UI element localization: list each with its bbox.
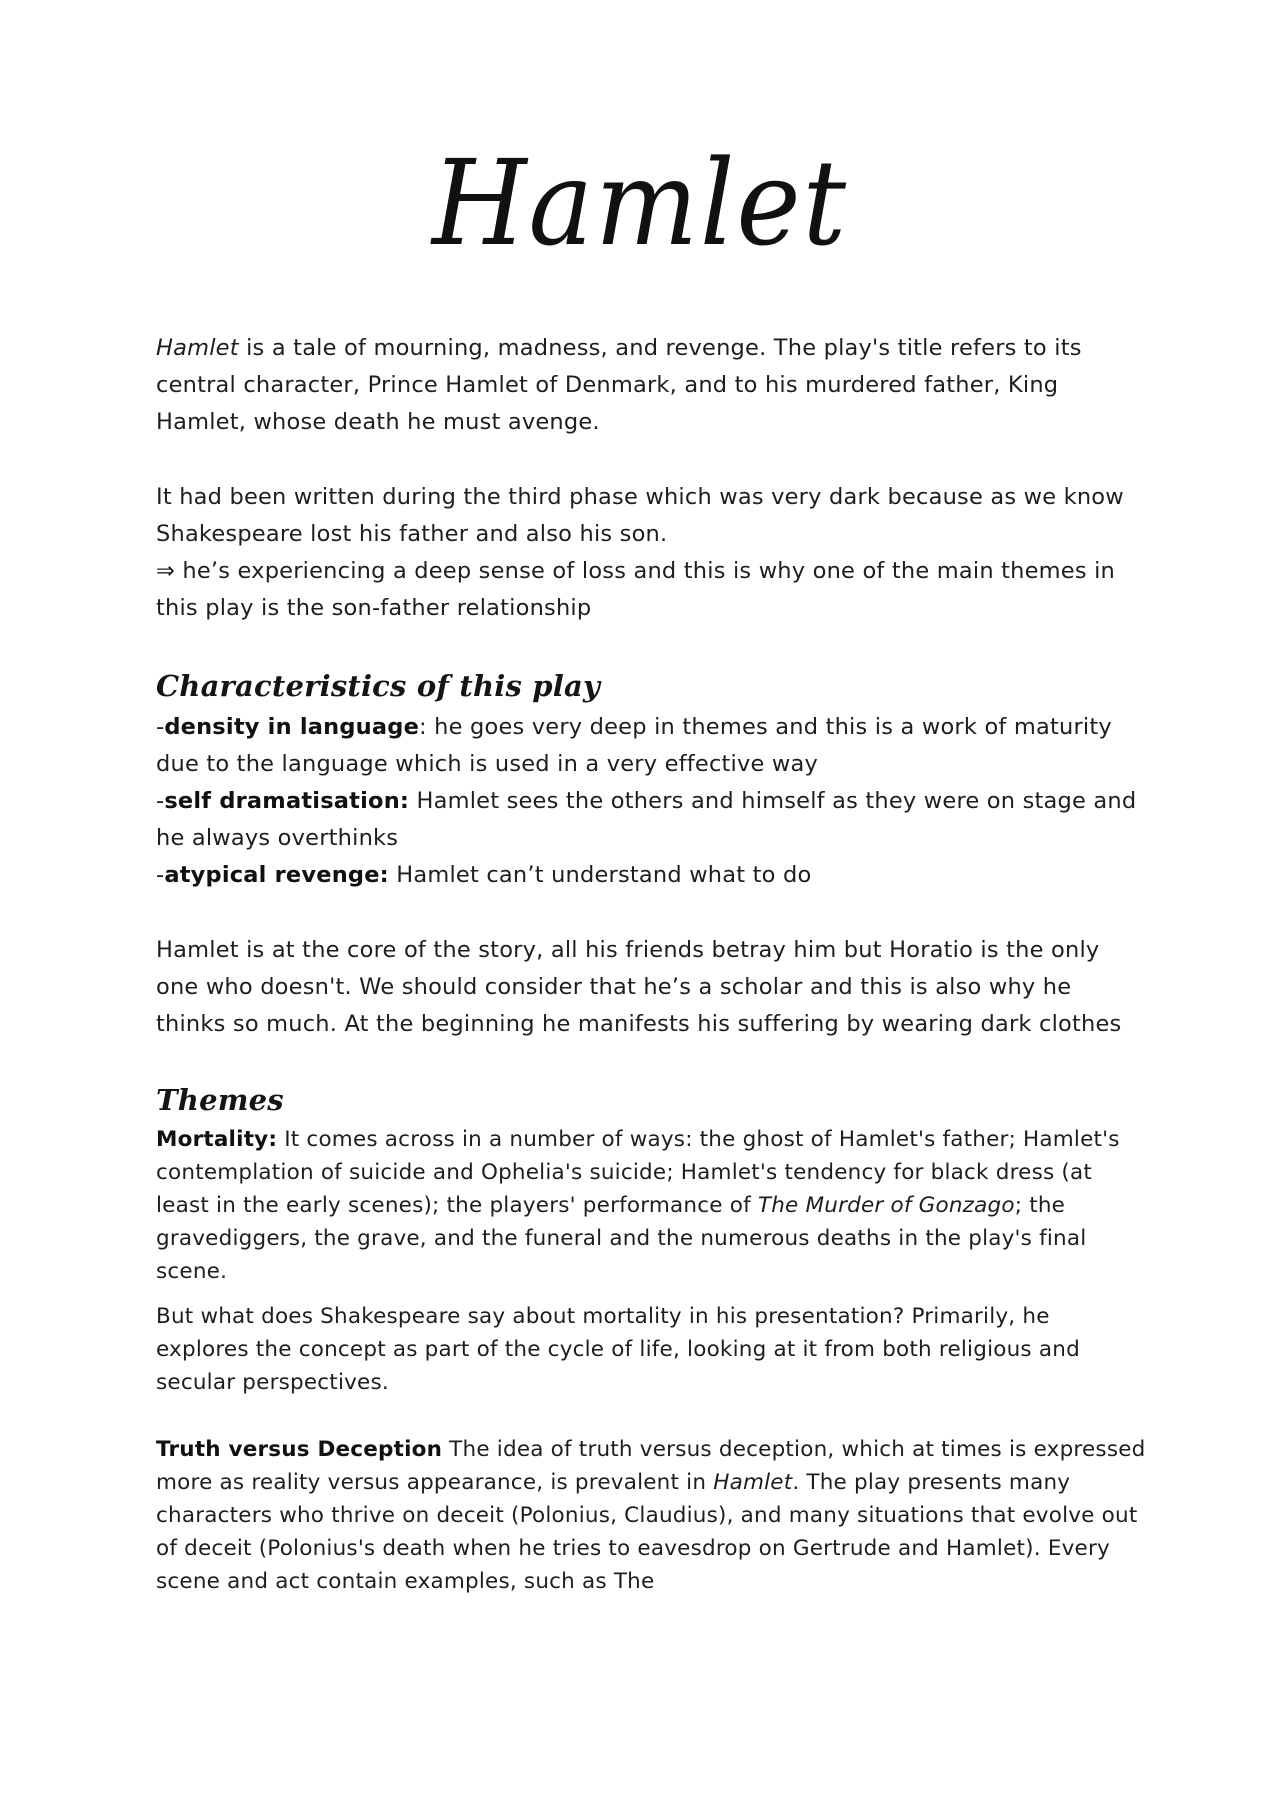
intro-text: is a tale of mourning, madness, and revenge. The play's title refers to its central character, Prince Hamlet of Denmark, and to his murdered father, King Hamlet, whose death he must avenge.	[156, 335, 1082, 435]
context-paragraph: It had been written during the third phase which was very dark because as we know Shakespeare lost his father and also his son.	[156, 484, 1124, 547]
mortality-followup-paragraph: But what does Shakespeare say about mortality in his presentation? Primarily, he explores the concept as part of the cycle of life, looking at it from both religious and secular perspectives.	[156, 1304, 1080, 1395]
characteristic-text: he goes very deep in themes and this is a work of maturity due to the language which is used in a very effective way	[156, 714, 1112, 777]
italic-title: The Murder of Gonzago	[757, 1193, 1015, 1218]
characteristic-item: -density in language: he goes very deep in themes and this is a work of maturity due to the language which is used in a very effective way	[156, 714, 1112, 777]
page-title: Hamlet	[432, 134, 848, 272]
characteristic-label: self dramatisation:	[164, 788, 410, 814]
characteristic-text: Hamlet sees the others and himself as they were on stage and he always overthinks	[156, 788, 1137, 851]
document-body	[156, 330, 1146, 1598]
characteristic-text: Hamlet can’t understand what to do	[388, 862, 812, 888]
italic-title: Hamlet	[713, 1470, 793, 1495]
characteristic-item: -atypical revenge: Hamlet can’t understand what to do	[156, 862, 812, 888]
theme-truth-paragraph: Truth versus Deception The idea of truth versus deception, which at times is expressed more as reality versus appearance, is prevalent in Hamlet. The play presents many characters who thrive on deceit (Polonius, Claudius), and many situations that evolve out of deceit (Polonius's death when he tries to eavesdrop on Gertrude and Hamlet). Every scene and act contain examples, such as The	[156, 1437, 1146, 1594]
characteristic-item: -self dramatisation: Hamlet sees the others and himself as they were on stage and he always overthinks	[156, 788, 1137, 851]
intro-paragraph	[156, 330, 1146, 441]
hamlet-character-paragraph: Hamlet is at the core of the story, all his friends betray him but Horatio is the only one who doesn't. We should consider that he’s a scholar and this is also why he thinks so much. At the beginning he manifests his suffering by wearing dark clothes	[156, 937, 1122, 1037]
characteristic-label: atypical revenge:	[164, 862, 389, 888]
themes-heading: Themes	[156, 1083, 284, 1117]
theme-mortality-paragraph: Mortality: It comes across in a number of ways: the ghost of Hamlet's father; Hamlet's contemplation of suicide and Ophelia's suicide; Hamlet's tendency for black dress (at least in the early scenes); the players' performance of The Murder of Gonzago; the gravediggers, the grave, and the funeral and the numerous deaths in the play's final scene.	[156, 1127, 1120, 1284]
characteristics-heading: Characteristics of this play	[156, 669, 601, 703]
theme-label: Truth versus Deception	[156, 1437, 443, 1462]
characteristic-label: density in language	[164, 714, 420, 740]
intro-italic-title: Hamlet	[156, 335, 239, 361]
theme-label: Mortality:	[156, 1127, 278, 1152]
context-conclusion: ⇒ he’s experiencing a deep sense of loss and this is why one of the main themes in this play is the son-father relationship	[156, 558, 1116, 621]
